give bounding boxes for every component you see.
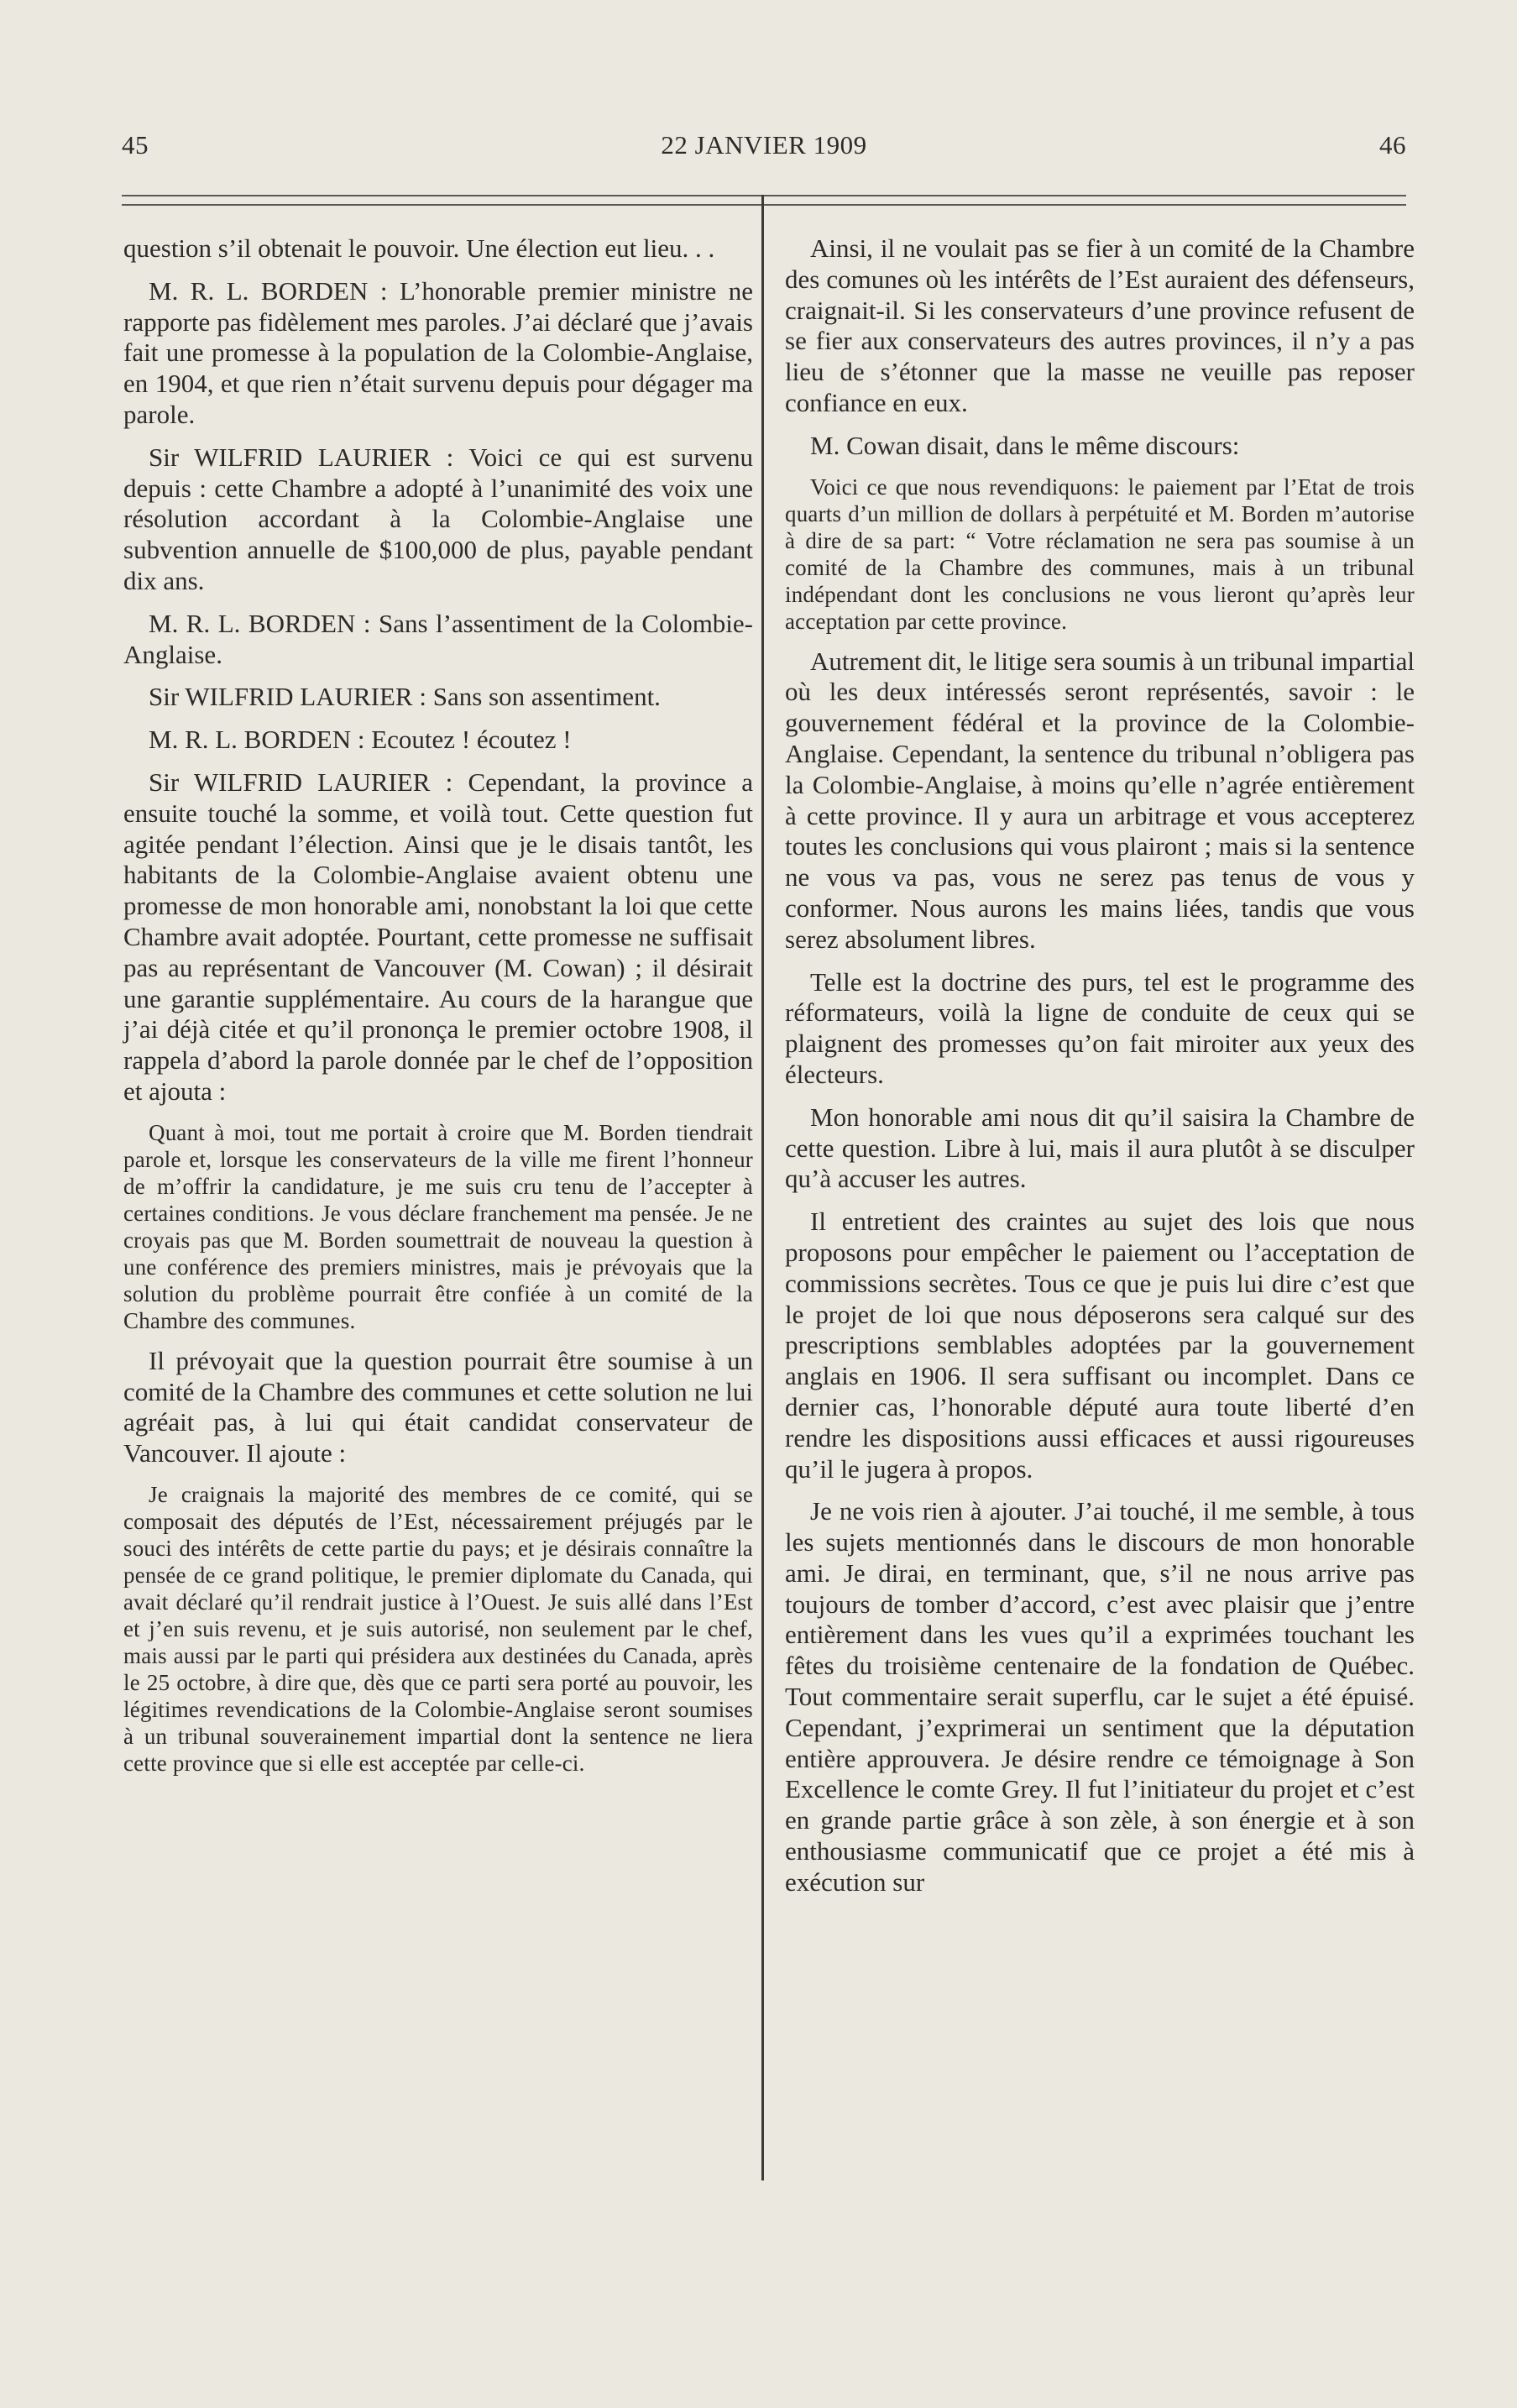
- paragraph: Sir WILFRID LAURIER : Cependant, la province a ensuite touché la somme, et voilà tout. Cette question fut agitée pendant l’élection. Ainsi que je le disais tantôt, les habitants de la Colombie-Anglaise avaient obtenu une promesse de mon honorable ami, nonobstant la loi que cette Chambre avait adoptée. Pourtant, cette promesse ne suffisait pas au représentant de Vancouver (M. Cowan) ; il désirait une garantie supplémentaire. Au cours de la harangue que j’ai déjà citée et qu’il prononça le premier octobre 1908, il rappela d’abord la parole donnée par le chef de l’opposition et ajouta :: [123, 767, 753, 1106]
- left-column: [123, 233, 753, 1788]
- paragraph: Autrement dit, le litige sera soumis à un tribunal impartial où les deux intéressés seront représentés, savoir : le gouvernement fédéral et la province de la Colombie-Anglaise. Cependant, la sentence du tribunal n’obligera pas la Colombie-Anglaise, à moins qu’elle n’agrée entièrement à cette province. Il y aura un arbitrage et vous accepterez toutes les conclusions qui vous plairont ; mais si la sentence ne vous va pas, vous ne serez pas tenus de vous y conformer. Nous aurons les mains liées, tandis que vous serez absolument libres.: [785, 646, 1415, 954]
- column-divider: [761, 195, 764, 2180]
- header-date: 22 JANVIER 1909: [661, 130, 867, 160]
- header-rule-top: [122, 195, 1406, 196]
- paragraph: Telle est la doctrine des purs, tel est le programme des réformateurs, voilà la ligne de conduite de ceux qui se plaignent des promesses qu’on fait miroiter aux yeux des électeurs.: [785, 966, 1415, 1089]
- paragraph: Mon honorable ami nous dit qu’il saisira la Chambre de cette question. Libre à lui, mais il aura plutôt à se disculper qu’à accuser les autres.: [785, 1102, 1415, 1194]
- block-quote: Quant à moi, tout me portait à croire que M. Borden tiendrait parole et, lorsque les conservateurs de la ville me firent l’honneur de m’offrir la candidature, je me suis cru tenu de l’accepter à certaines conditions. Je vous déclare franchement ma pensée. Je ne croyais pas que M. Borden soumettrait de nouveau la question à une conférence des premiers ministres, mais je prévoyais que la solution du problème pourrait être confiée à un comité de la Chambre des communes.: [123, 1119, 753, 1333]
- page-number-right: 46: [1379, 130, 1406, 160]
- paragraph: M. R. L. BORDEN : L’honorable premier ministre ne rapporte pas fidèlement mes paroles. J’ai déclaré que j’avais fait une promesse à la population de la Colombie-Anglaise, en 1904, et que rien n’était survenu depuis pour dégager ma parole.: [123, 275, 753, 429]
- paragraph: Sir WILFRID LAURIER : Sans son assentiment.: [149, 682, 661, 712]
- paragraph: Je ne vois rien à ajouter. J’ai touché, il me semble, à tous les sujets mentionnés dans le discours de mon honorable ami. Je dirai, en terminant, que, s’il ne nous arrive pas toujours de tomber d’accord, c’est avec plaisir que j’entre entièrement dans les vues qu’il a exprimées touchant les fêtes du troisième centenaire de la fondation de Québec. Tout commentaire serait superflu, car le sujet a été épuisé. Cependant, j’exprimerai un sentiment que la députation entière approuvera. Je désire rendre ce témoignage à Son Excellence le comte Grey. Il fut l’initiateur du projet et c’est en grande partie grâce à son zèle, à son énergie et à son enthousiasme communicatif que ce projet a été mis à exécution sur: [785, 1496, 1415, 1897]
- paragraph: question s’il obtenait le pouvoir. Une élection eut lieu. . .: [123, 233, 715, 263]
- paragraph: M. R. L. BORDEN : Ecoutez ! écoutez !: [149, 725, 572, 755]
- paragraph: M. R. L. BORDEN : Sans l’assentiment de la Colombie-Anglaise.: [123, 608, 753, 669]
- header-rule-bottom: [122, 204, 1406, 206]
- paragraph: M. Cowan disait, dans le même discours:: [810, 430, 1240, 460]
- page-header: [122, 130, 1406, 164]
- block-quote: Je craignais la majorité des membres de ce comité, qui se composait des députés de l’Est, nécessairement préjugés par le souci des intérêts de cette partie du pays; et je désirais connaître la pensée de ce grand politique, le premier diplomate du Canada, qui avait déclaré qu’il rendrait justice à l’Ouest. Je suis allé dans l’Est et j’en suis revenu, et je suis autorisé, non seulement par le chef, mais aussi par le parti qui présidera aux destinées du Canada, après le 25 octobre, à dire que, dès que ce parti sera porté au pouvoir, les légitimes revendications de la Colombie-Anglaise seront soumises à un tribunal souverainement impartial dont la sentence ne liera cette province que si elle est acceptée par celle-ci.: [123, 1481, 753, 1776]
- paragraph: Sir WILFRID LAURIER : Voici ce qui est survenu depuis : cette Chambre a adopté à l’unanimité des voix une résolution accordant à la Colombie-Anglaise une subvention annuelle de $100,000 de plus, payable pendant dix ans.: [123, 442, 753, 595]
- block-quote: Voici ce que nous revendiquons: le paiement par l’Etat de trois quarts d’un million de dollars à perpétuité et M. Borden m’autorise à dire de sa part: “ Votre réclamation ne sera pas soumise à un comité de la Chambre des communes, mais à un tribunal indépendant dont les conclusions ne vous lieront qu’après leur acceptation par cette province.: [785, 474, 1415, 634]
- page-number-left: 45: [122, 130, 149, 160]
- paragraph: Il prévoyait que la question pourrait être soumise à un comité de la Chambre des communes et cette solution ne lui agréait pas, à lui qui était candidat conservateur de Vancouver. Il ajoute :: [123, 1345, 753, 1468]
- paragraph: Ainsi, il ne voulait pas se fier à un comité de la Chambre des comunes où les intérêts de l’Est auraient des défenseurs, craignait-il. Si les conservateurs d’une province refusent de se fier aux conservateurs des autres provinces, il n’y a pas lieu de s’étonner que la masse ne veuille pas reposer confiance en eux.: [785, 233, 1415, 417]
- right-column: [785, 233, 1415, 1910]
- paragraph: Il entretient des craintes au sujet des lois que nous proposons pour empêcher le paiement ou l’acceptation de commissions secrètes. Tous ce que je puis lui dire c’est que le projet de loi que nous déposerons sera calqué sur des prescriptions semblables adoptées par la gouvernement anglais en 1906. Il sera suffisant ou incomplet. Dans ce dernier cas, l’honorable député aura toute liberté d’en rendre les dispositions aussi efficaces et aussi rigoureuses qu’il le jugera à propos.: [785, 1207, 1415, 1484]
